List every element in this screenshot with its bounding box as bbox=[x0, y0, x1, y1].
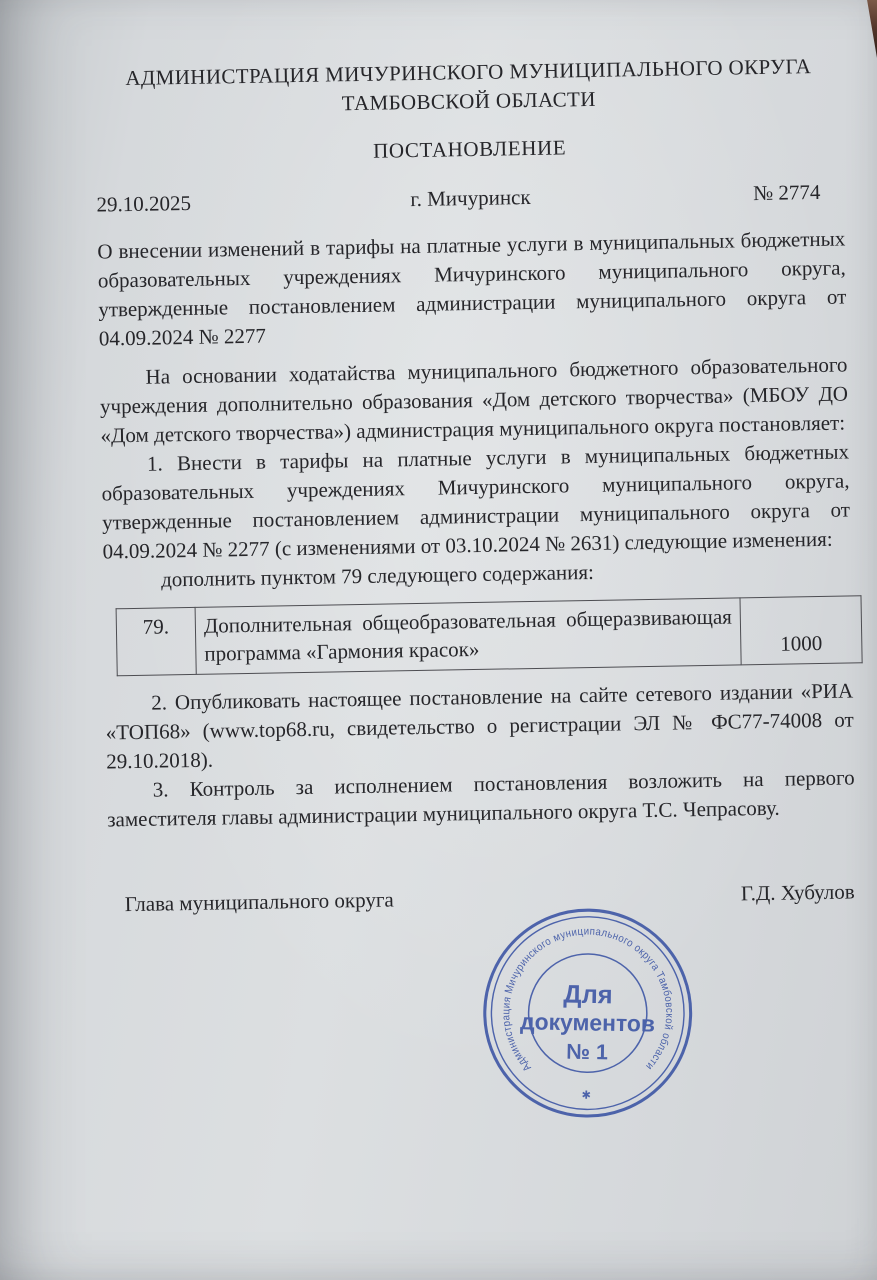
document-meta-row bbox=[96, 178, 844, 220]
tariff-row-price: 1000 bbox=[740, 596, 862, 665]
photo-background-corner bbox=[861, 0, 877, 58]
official-round-stamp bbox=[479, 904, 697, 1122]
document-subject: О внесении изменений в тарифы на платные услуги в муниципальных бюджетных образовательных учреждениях Мичуринского муниципального округа, утвержденные постановлением администрации муниципального округа от 04.09.2024 № 2277 bbox=[97, 226, 847, 351]
stamp-center-line3: № 1 bbox=[565, 1039, 609, 1065]
stamp-center-line2: документов bbox=[519, 1008, 656, 1037]
document-place: г. Мичуринск bbox=[410, 184, 531, 212]
document-number: № 2774 bbox=[752, 179, 821, 206]
stamp-ring-text: Администрация Мичуринского муниципального округа Тамбовской области bbox=[500, 925, 676, 1074]
signer-name: Г.Д. Хубулов bbox=[740, 879, 855, 906]
org-name-line1: АДМИНИСТРАЦИЯ МИЧУРИНСКОГО МУНИЦИПАЛЬНОГО ОКРУГА bbox=[125, 54, 812, 91]
tariff-table bbox=[116, 595, 863, 676]
stamp-center-line1: Для bbox=[563, 980, 613, 1010]
document-type-title: ПОСТАНОВЛЕНИЕ bbox=[372, 135, 567, 163]
item-1-paragraph: 1. Внести в тарифы на платные услуги в муниципальных бюджетных образовательных учреждениях Мичуринского муниципального округа, утвержденные постановлением администрации муниципального округа от 04.09.2024 № 2277 (с изменениями от 03.10.2024 № 2631) следующие изменения: bbox=[101, 439, 851, 564]
signer-title: Глава муниципального округа bbox=[124, 887, 394, 917]
item-2-paragraph: 2. Опубликовать настоящее постановление на сайте сетевого издании «РИА «ТОП68» (www.top68.ru, свидетельство о регистрации ЭЛ № ФС77-74008 от 29.10.2018). bbox=[105, 678, 854, 774]
tariff-row-description: Дополнительная общеобразовательная общеразвивающая программа «Гармония красок» bbox=[195, 598, 741, 675]
tariff-table-row bbox=[116, 596, 862, 676]
preamble-paragraph: На основании ходатайства муниципального бюджетного образовательного учреждения дополнительно образования «Дом детского творчества» (МБОУ ДО «Дом детского творчества») администрация муниципального округа постановляет: bbox=[99, 352, 849, 448]
org-name-line2: ТАМБОВСКОЙ ОБЛАСТИ bbox=[341, 86, 596, 116]
document-content bbox=[94, 52, 857, 1102]
document-date: 29.10.2025 bbox=[96, 190, 192, 217]
item-3-paragraph: 3. Контроль за исполнением постановления возложить на первого заместителя главы администрации муниципального округа Т.С. Чепрасову. bbox=[107, 765, 855, 832]
supplement-line: дополнить пунктом 79 следующего содержания: bbox=[160, 559, 595, 592]
tariff-row-number: 79. bbox=[116, 607, 196, 675]
stamp-separator-star: ✱ bbox=[581, 1089, 592, 1102]
